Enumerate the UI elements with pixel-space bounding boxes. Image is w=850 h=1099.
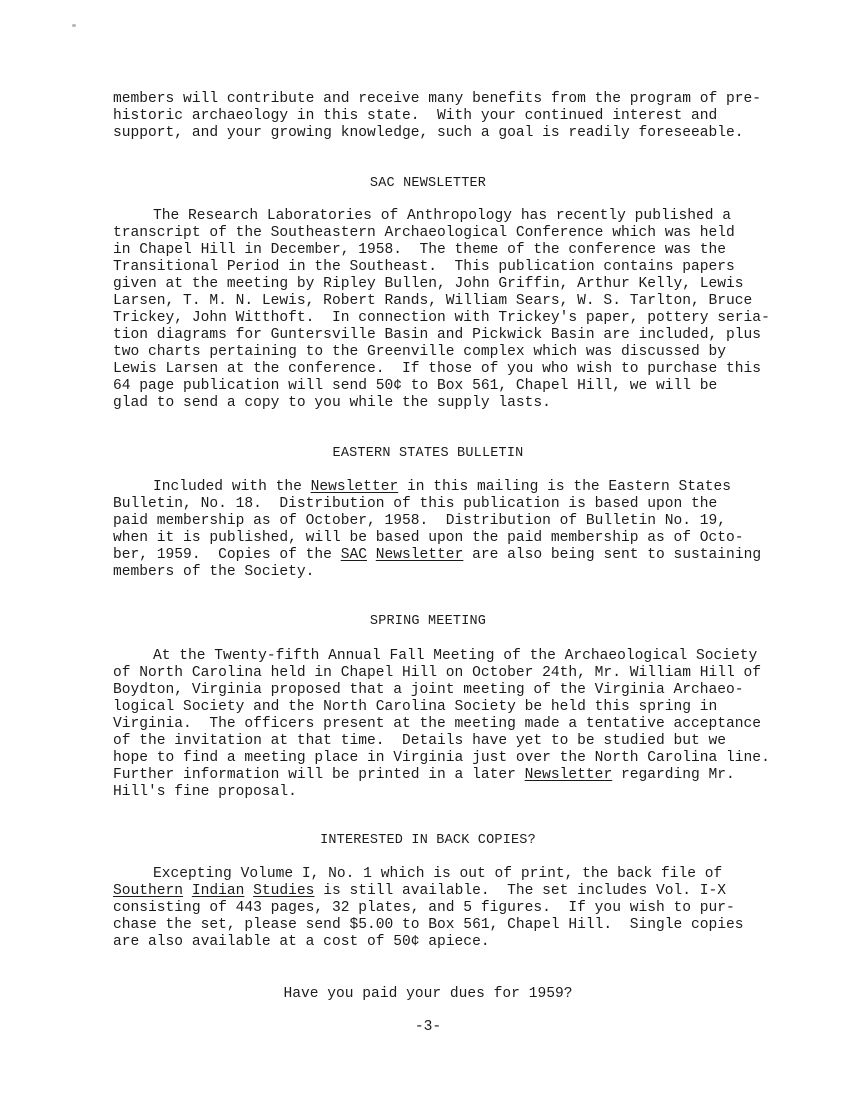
text-fragment: regarding Mr. xyxy=(612,767,735,783)
text-line: are also available at a cost of 50¢ apiece. xyxy=(113,934,490,950)
text-line: of the invitation at that time. Details have yet to be studied but we xyxy=(113,733,727,749)
back-copies-paragraph xyxy=(113,866,743,951)
text-line: At the Twenty-fifth Annual Fall Meeting of the Archaeological Society xyxy=(153,648,758,664)
page-number: -3- xyxy=(414,1019,442,1035)
sac-newsletter-paragraph xyxy=(113,208,770,412)
sac-newsletter-heading: SAC NEWSLETTER xyxy=(369,176,487,191)
journal-title-word: Southern xyxy=(113,883,184,899)
text-line: Larsen, T. M. N. Lewis, Robert Rands, William Sears, W. S. Tarlton, Bruce xyxy=(113,293,753,309)
text-line xyxy=(113,767,743,784)
intro-paragraph xyxy=(113,91,762,142)
text-fragment: are also being sent to sustaining xyxy=(463,547,762,563)
text-line: of North Carolina held in Chapel Hill on October 24th, Mr. William Hill of xyxy=(113,665,762,681)
text-line: logical Society and the North Carolina Society be held this spring in xyxy=(113,699,718,715)
text-line xyxy=(113,547,762,564)
text-line: support, and your growing knowledge, such a goal is readily foreseeable. xyxy=(113,125,744,141)
newsletter-title: Newsletter xyxy=(524,767,613,783)
text-line: chase the set, please send $5.00 to Box 561, Chapel Hill. Single copies xyxy=(113,917,744,933)
text-line: historic archaeology in this state. With your continued interest and xyxy=(113,108,718,124)
text-line: when it is published, will be based upon the paid membership as of Octo- xyxy=(113,530,744,546)
text-line: members of the Society. xyxy=(113,564,315,580)
journal-title-word: Indian xyxy=(191,883,245,899)
text-fragment: in this mailing is the Eastern States xyxy=(398,479,732,495)
text-line: The Research Laboratories of Anthropology has recently published a xyxy=(153,208,732,224)
sac-title: SAC xyxy=(340,547,367,563)
text-fragment xyxy=(183,883,192,899)
text-fragment: Included with the xyxy=(153,479,311,495)
text-line: Bulletin, No. 18. Distribution of this publication is based upon the xyxy=(113,496,718,512)
text-fragment xyxy=(244,883,253,899)
text-fragment: ber, 1959. Copies of the xyxy=(113,547,341,563)
text-line: Transitional Period in the Southeast. This publication contains papers xyxy=(113,259,735,275)
text-line: two charts pertaining to the Greenville complex which was discussed by xyxy=(113,344,727,360)
newsletter-title: Newsletter xyxy=(310,479,399,495)
text-line: in Chapel Hill in December, 1958. The theme of the conference was the xyxy=(113,242,727,258)
text-fragment: is still available. The set includes Vol. I-X xyxy=(314,883,727,899)
spring-meeting-paragraph xyxy=(113,648,770,801)
text-line: consisting of 443 pages, 32 plates, and 5 figures. If you wish to pur- xyxy=(113,900,735,916)
text-line: members will contribute and receive many benefits from the program of pre- xyxy=(113,91,762,107)
text-fragment xyxy=(367,547,376,563)
text-fragment: Further information will be printed in a later xyxy=(113,767,525,783)
text-line: given at the meeting by Ripley Bullen, John Griffin, Arthur Kelly, Lewis xyxy=(113,276,744,292)
newsletter-title: Newsletter xyxy=(375,547,464,563)
journal-title-word: Studies xyxy=(253,883,315,899)
eastern-states-bulletin-paragraph xyxy=(113,479,762,581)
back-copies-heading: INTERESTED IN BACK COPIES? xyxy=(320,833,536,848)
text-line xyxy=(113,479,743,496)
text-line: Hill's fine proposal. xyxy=(113,784,297,800)
text-line: Trickey, John Witthoft. In connection with Trickey's paper, pottery seria- xyxy=(113,310,770,326)
text-line xyxy=(113,883,743,900)
text-line: glad to send a copy to you while the supply lasts. xyxy=(113,395,551,411)
text-line: transcript of the Southeastern Archaeological Conference which was held xyxy=(113,225,735,241)
paper-speck xyxy=(72,24,76,27)
text-line: tion diagrams for Guntersville Basin and Pickwick Basin are included, plus xyxy=(113,327,762,343)
text-line: Boydton, Virginia proposed that a joint meeting of the Virginia Archaeo- xyxy=(113,682,744,698)
dues-reminder: Have you paid your dues for 1959? xyxy=(283,986,573,1002)
spring-meeting-heading: SPRING MEETING xyxy=(369,614,487,629)
text-line: Lewis Larsen at the conference. If those of you who wish to purchase this xyxy=(113,361,762,377)
text-line: hope to find a meeting place in Virginia just over the North Carolina line. xyxy=(113,750,770,766)
text-line: paid membership as of October, 1958. Distribution of Bulletin No. 19, xyxy=(113,513,727,529)
text-line: Virginia. The officers present at the meeting made a tentative acceptance xyxy=(113,716,762,732)
text-line: 64 page publication will send 50¢ to Box 561, Chapel Hill, we will be xyxy=(113,378,718,394)
eastern-states-bulletin-heading: EASTERN STATES BULLETIN xyxy=(332,446,524,461)
text-line: Excepting Volume I, No. 1 which is out of print, the back file of xyxy=(153,866,723,882)
